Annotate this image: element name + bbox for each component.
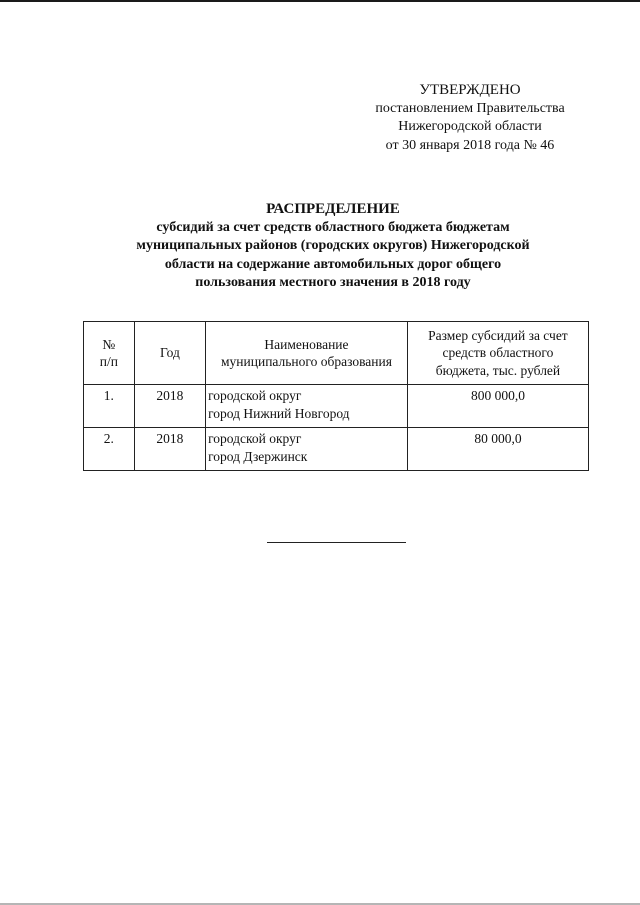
header-number-abbrev: п/п	[99, 354, 118, 369]
document-subtitle-line-4: пользования местного значения в 2018 году	[195, 275, 471, 290]
header-amount	[407, 322, 588, 385]
top-border-line	[0, 0, 640, 2]
subsidies-table	[83, 321, 589, 471]
header-amount-line-1: Размер субсидий за счет	[428, 327, 568, 343]
document-subtitle-line-1: субсидий за счет средств областного бюджета бюджетам	[156, 219, 510, 235]
header-year	[134, 322, 205, 385]
row-number: 1.	[84, 385, 135, 428]
row-amount: 800 000,0	[407, 385, 588, 428]
row-municipality-name: город Дзержинск	[208, 448, 308, 464]
header-amount-line-2: средств областного	[442, 345, 554, 361]
approval-stamp	[355, 81, 585, 155]
header-year-label: Год	[159, 345, 180, 361]
document-subtitle-line-2: муниципальных районов (городских округов) Нижегородской	[136, 238, 530, 253]
approval-title: УТВЕРЖДЕНО	[419, 82, 521, 98]
approval-decree-line: постановлением Правительства	[375, 100, 565, 116]
approval-date-line: от 30 января 2018 года № 46	[385, 137, 555, 153]
row-municipality	[206, 385, 408, 428]
approval-region-line: Нижегородской области	[398, 119, 542, 134]
header-amount-line-3: бюджета, тыс. рублей	[435, 362, 561, 378]
row-municipality-name: город Нижний Новгород	[208, 405, 350, 421]
table-row	[84, 385, 589, 428]
row-year: 2018	[134, 385, 205, 428]
header-municipality	[206, 322, 408, 385]
table-header-row	[84, 322, 589, 385]
row-amount: 80 000,0	[407, 428, 588, 471]
row-municipality-type: городской округ	[208, 431, 302, 446]
row-year: 2018	[134, 428, 205, 471]
document-title: РАСПРЕДЕЛЕНИЕ	[266, 201, 400, 217]
document-subtitle-line-3: области на содержание автомобильных дорог общего	[164, 256, 502, 272]
row-municipality	[206, 428, 408, 471]
header-municipality-line-1: Наименование	[264, 336, 349, 352]
document-heading	[95, 200, 571, 293]
row-municipality-type: городской округ	[208, 388, 302, 403]
closing-rule	[267, 542, 406, 543]
table-row	[84, 428, 589, 471]
row-number: 2.	[84, 428, 135, 471]
header-number	[84, 322, 135, 385]
header-number-sign: №	[102, 336, 116, 352]
header-municipality-line-2: муниципального образования	[221, 354, 392, 369]
